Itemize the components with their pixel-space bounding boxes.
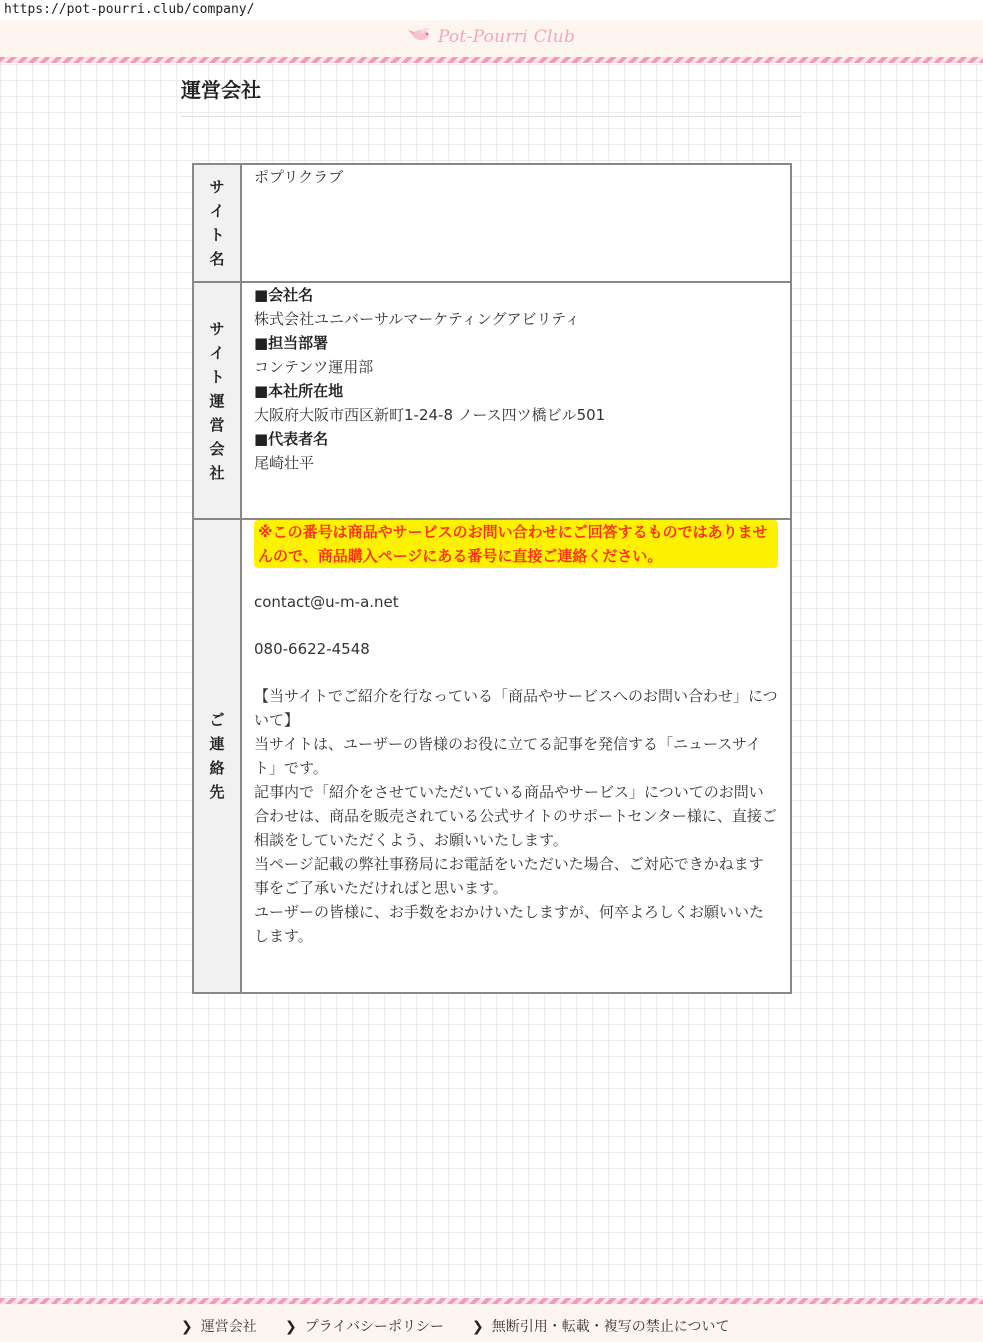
table-row-operator (193, 282, 791, 519)
phone-warning-notice: ※この番号は商品やサービスのお問い合わせにご回答するものではありませんので、商品購入ページにある番号に直接ご連絡ください。 (254, 520, 778, 568)
representative-value: 尾崎壮平 (254, 454, 315, 472)
operator-details (241, 282, 791, 519)
contact-email[interactable]: contact@u-m-a.net (254, 593, 399, 611)
notice-line: 当サイトは、ユーザーの皆様のお役に立てる記事を発信する「ニュースサイト」です。 (254, 735, 761, 777)
row-header (193, 282, 241, 519)
notice-line: ユーザーの皆様に、お手数をおかけいたしますが、何卒よろしくお願いいたします。 (254, 903, 765, 945)
chevron-right-icon: ❯ (285, 1319, 297, 1335)
table-row-contact (193, 519, 791, 993)
footer-link-label: 運営会社 (200, 1319, 257, 1335)
site-header (0, 20, 983, 57)
department-label: ■担当部署 (254, 334, 329, 352)
footer-link-company[interactable] (181, 1316, 257, 1336)
notice-line: 当ページ記載の弊社事務局にお電話をいただいた場合、ご対応できかねます事をご了承いただければと思います。 (254, 855, 764, 897)
department-value: コンテンツ運用部 (254, 358, 374, 376)
title-divider (181, 116, 802, 117)
address-value: 大阪府大阪市西区新町1-24-8 ノース四ツ橋ビル501 (254, 406, 606, 424)
site-footer (0, 1304, 983, 1342)
company-name-label: ■会社名 (254, 286, 314, 304)
contact-details (241, 519, 791, 993)
footer-link-no-reproduction[interactable] (472, 1316, 729, 1336)
notice-line: 記事内で「紹介をさせていただいている商品やサービス」についてのお問い合わせは、商品を販売されている公式サイトのサポートセンター様に、直接ご相談をしていただくよう、お願いいたします。 (254, 783, 777, 849)
url-bar[interactable]: https://pot-pourri.club/company/ (0, 0, 983, 20)
bird-logo-icon (408, 26, 434, 47)
row-header-label: サイト運営会社 (209, 319, 225, 482)
table-row-site-name (193, 164, 791, 282)
chevron-right-icon: ❯ (472, 1319, 484, 1335)
contact-phone[interactable]: 080-6622-4548 (254, 640, 370, 658)
footer-link-label: プライバシーポリシー (304, 1319, 445, 1335)
row-header-label: ご連絡先 (209, 711, 225, 801)
company-info-table (192, 163, 792, 994)
row-header-label: サイト名 (209, 178, 225, 268)
notice-heading: 【当サイトでご紹介を行なっている「商品やサービスへのお問い合わせ」について】 (254, 687, 778, 729)
logo-text: Pot-Pourri Club (437, 27, 576, 47)
page-title: 運営会社 (181, 78, 261, 102)
site-name-value: ポプリクラブ (241, 164, 791, 282)
row-header (193, 164, 241, 282)
site-logo[interactable] (0, 26, 983, 47)
company-name-value: 株式会社ユニバーサルマーケティングアビリティ (254, 310, 580, 328)
representative-label: ■代表者名 (254, 430, 329, 448)
address-label: ■本社所在地 (254, 382, 344, 400)
chevron-right-icon: ❯ (181, 1319, 193, 1335)
footer-link-privacy-policy[interactable] (285, 1316, 444, 1336)
footer-link-label: 無断引用・転載・複写の禁止について (491, 1319, 730, 1335)
header-stripe-divider (0, 57, 983, 63)
row-header (193, 519, 241, 993)
